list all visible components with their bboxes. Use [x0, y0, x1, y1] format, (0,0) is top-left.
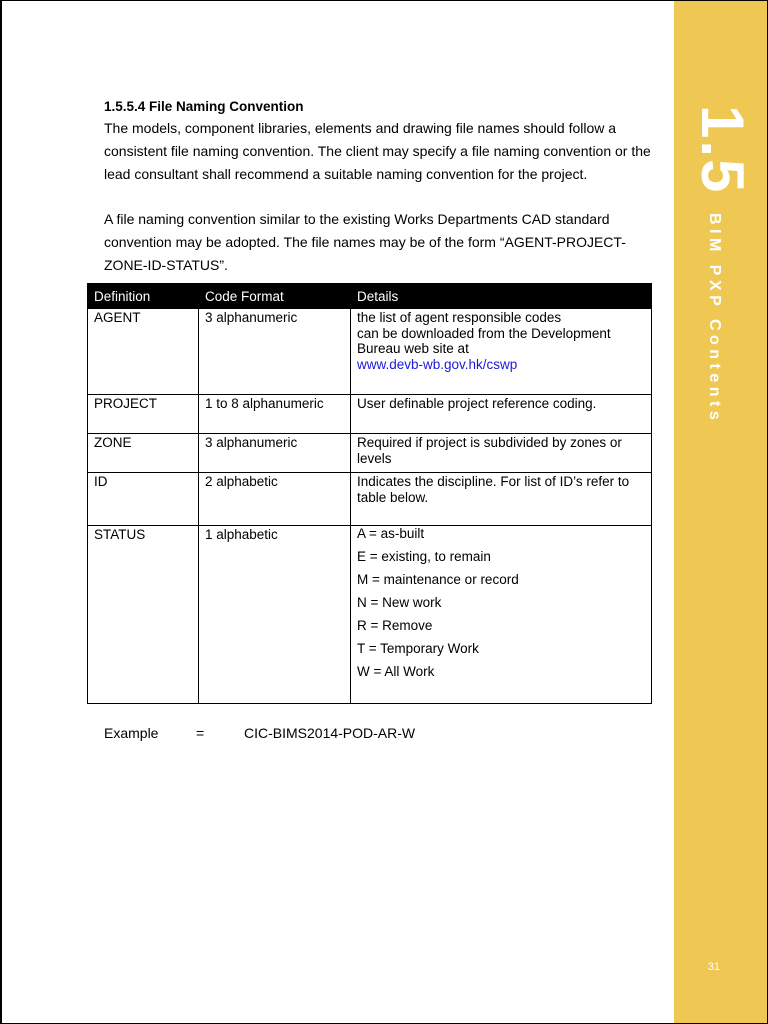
cell-details: User definable project reference coding. [351, 395, 652, 434]
page-number: 31 [707, 961, 720, 973]
details-line: the list of agent responsible codes [357, 310, 562, 325]
cell-details-status-codes [351, 526, 652, 704]
example-value: CIC-BIMS2014-POD-AR-W [244, 725, 416, 741]
cell-format: 1 to 8 alphanumeric [199, 395, 351, 434]
cell-format: 1 alphabetic [199, 526, 351, 704]
status-code-item: W = All Work [357, 664, 435, 679]
status-code-item: A = as-built [357, 526, 425, 541]
cell-definition: ID [88, 473, 199, 526]
status-code-item: N = New work [357, 595, 442, 610]
status-code-item: R = Remove [357, 618, 433, 633]
header-details: Details [351, 284, 652, 309]
cell-format: 3 alphanumeric [199, 309, 351, 395]
table-row [88, 526, 652, 704]
status-code-item: M = maintenance or record [357, 572, 519, 587]
table-row [88, 473, 652, 526]
header-code-format: Code Format [199, 284, 351, 309]
cell-details: Indicates the discipline. For list of ID’s refer to table below. [351, 473, 652, 526]
table-header-row [88, 284, 652, 309]
cell-format: 3 alphanumeric [199, 434, 351, 473]
table-row [88, 309, 652, 395]
details-line: can be downloaded from the Development Bureau web site at [357, 325, 611, 356]
intro-paragraph: The models, component libraries, elements and drawing file names should follow a consistent file naming convention. The client may specify a file naming convention or the lead consultant shall recommend a suitable naming convention for the project. [104, 120, 651, 182]
convention-paragraph: A file naming convention similar to the existing Works Departments CAD standard convention may be adopted. The file names may be of the form “AGENT-PROJECT-ZONE-ID-STATUS”. [104, 211, 626, 273]
cell-format: 2 alphabetic [199, 473, 351, 526]
cell-definition: STATUS [88, 526, 199, 704]
example-line [104, 725, 415, 741]
cell-details: Required if project is subdivided by zones or levels [351, 434, 652, 473]
cell-details [351, 309, 652, 395]
status-code-item: E = existing, to remain [357, 549, 491, 564]
section-number-text: 1.5 [689, 105, 756, 195]
section-heading: 1.5.5.4 File Naming Convention [104, 99, 304, 114]
table-row [88, 434, 652, 473]
section-title-text: BIM PXP Contents [706, 213, 723, 425]
table-row [88, 395, 652, 434]
cell-definition: ZONE [88, 434, 199, 473]
section-content [104, 97, 669, 277]
example-equals: = [196, 725, 205, 741]
cell-definition: AGENT [88, 309, 199, 395]
naming-convention-table [87, 283, 652, 704]
header-definition: Definition [88, 284, 199, 309]
status-code-item: T = Temporary Work [357, 641, 479, 656]
devb-link[interactable]: www.devb-wb.gov.hk/cswp [357, 356, 518, 372]
example-label: Example [104, 725, 159, 741]
cell-definition: PROJECT [88, 395, 199, 434]
